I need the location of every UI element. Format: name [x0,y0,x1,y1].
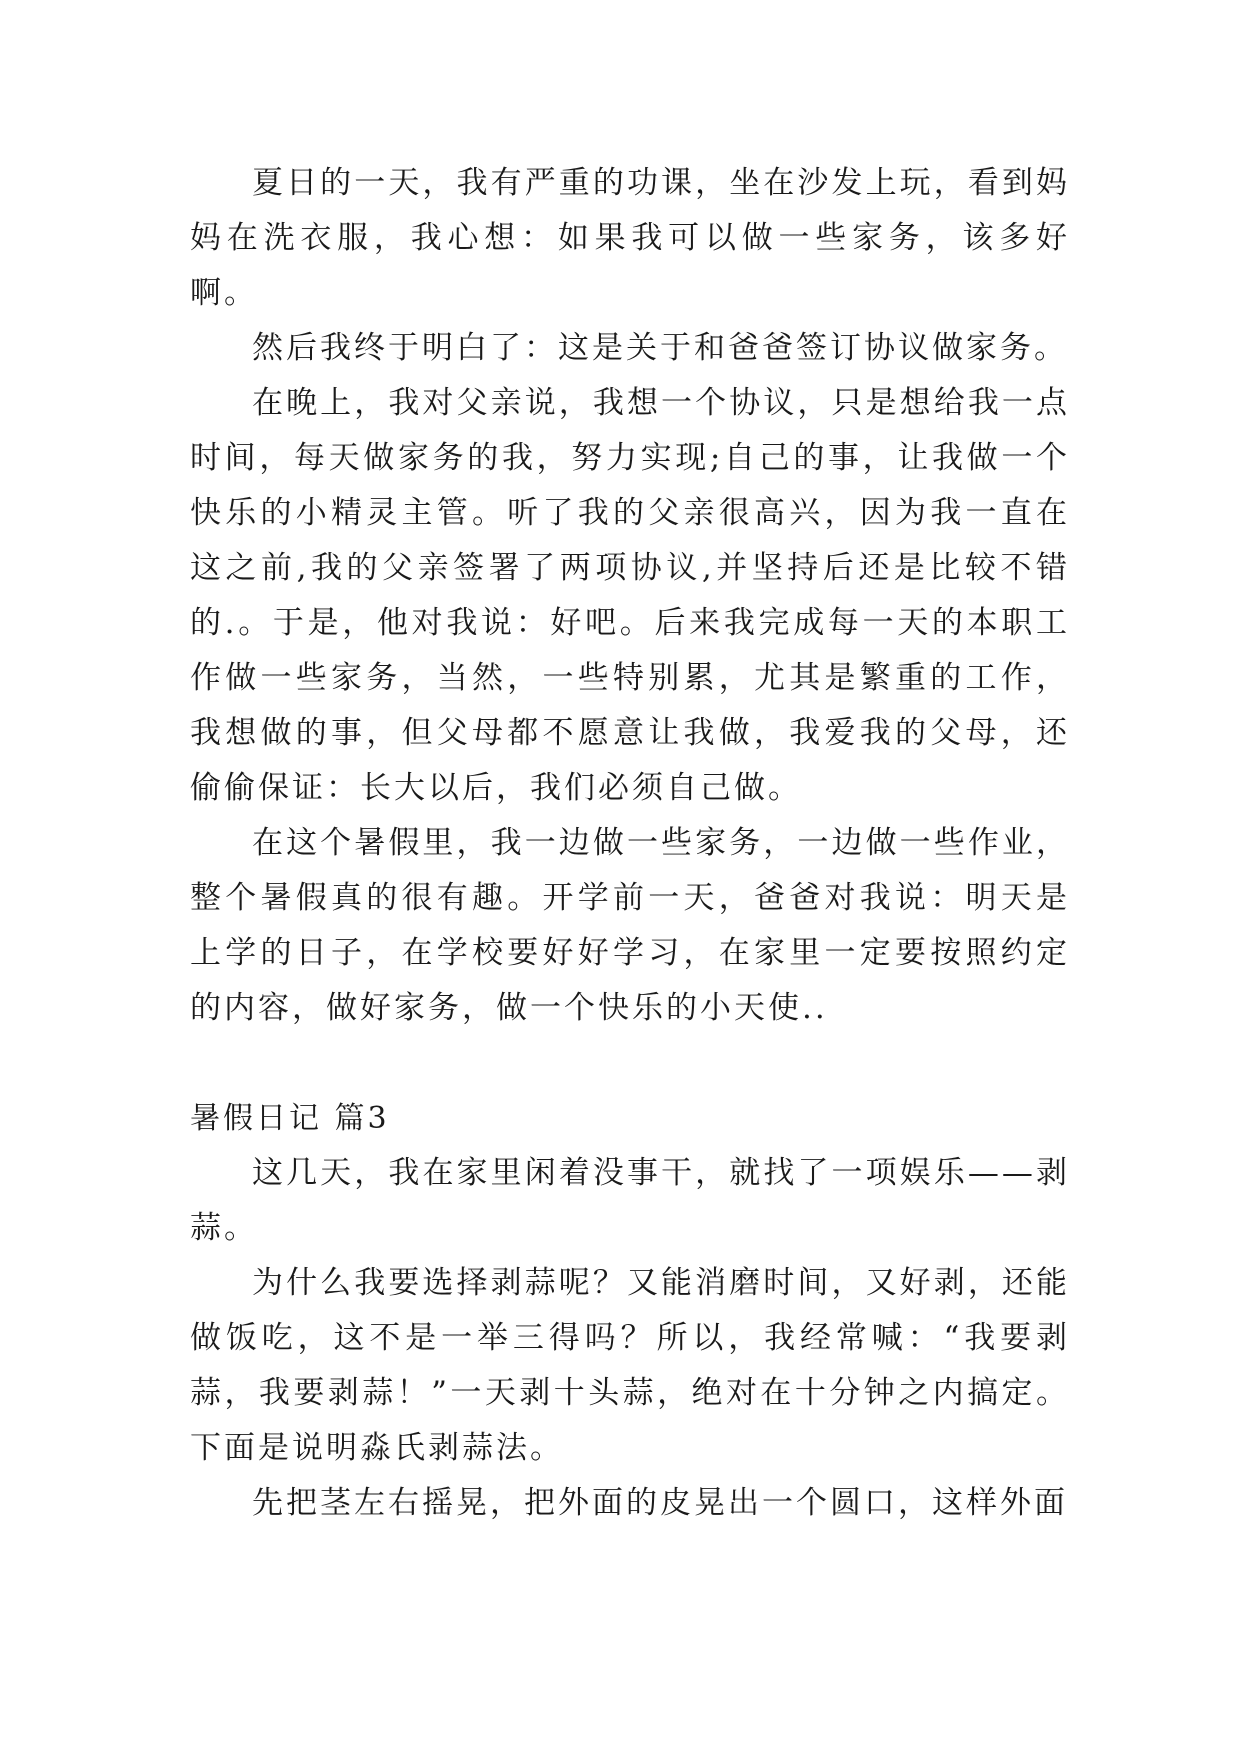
paragraph: 这几天，我在家里闲着没事干，就找了一项娱乐——剥蒜。 [190,1155,1070,1246]
paragraph: 在这个暑假里，我一边做一些家务，一边做一些作业，整个暑假真的很有趣。开学前一天，爸爸对我说：明天是上学的日子，在学校要好好学习，在家里一定要按照约定的内容，做好家务，做一个快乐的小天使.. [190,825,1070,1026]
paragraph: 为什么我要选择剥蒜呢？又能消磨时间，又好剥，还能做饭吃，这不是一举三得吗？所以，我经常喊：“我要剥蒜，我要剥蒜！”一天剥十头蒜，绝对在十分钟之内搞定。下面是说明淼氏剥蒜法。 [190,1265,1070,1466]
paragraph: 先把茎左右摇晃，把外面的皮晃出一个圆口，这样外面 [252,1485,1068,1521]
paragraph: 夏日的一天，我有严重的功课，坐在沙发上玩，看到妈妈在洗衣服，我心想：如果我可以做一些家务，该多好啊。 [190,165,1070,311]
document-body [190,156,1070,1531]
section-title: 暑假日记 篇3 [190,1101,390,1136]
paragraph: 然后我终于明白了：这是关于和爸爸签订协议做家务。 [252,330,1068,366]
paragraph: 在晚上，我对父亲说，我想一个协议，只是想给我一点时间，每天做家务的我，努力实现;自己的事，让我做一个快乐的小精灵主管。听了我的父亲很高兴，因为我一直在这之前,我的父亲签署了两项协议,并坚持后还是比较不错的.。于是，他对我说：好吧。后来我完成每一天的本职工作做一些家务，当然，一些特别累，尤其是繁重的工作，我想做的事，但父母都不愿意让我做，我爱我的父母，还偷偷保证：长大以后，我们必须自己做。 [190,385,1070,806]
